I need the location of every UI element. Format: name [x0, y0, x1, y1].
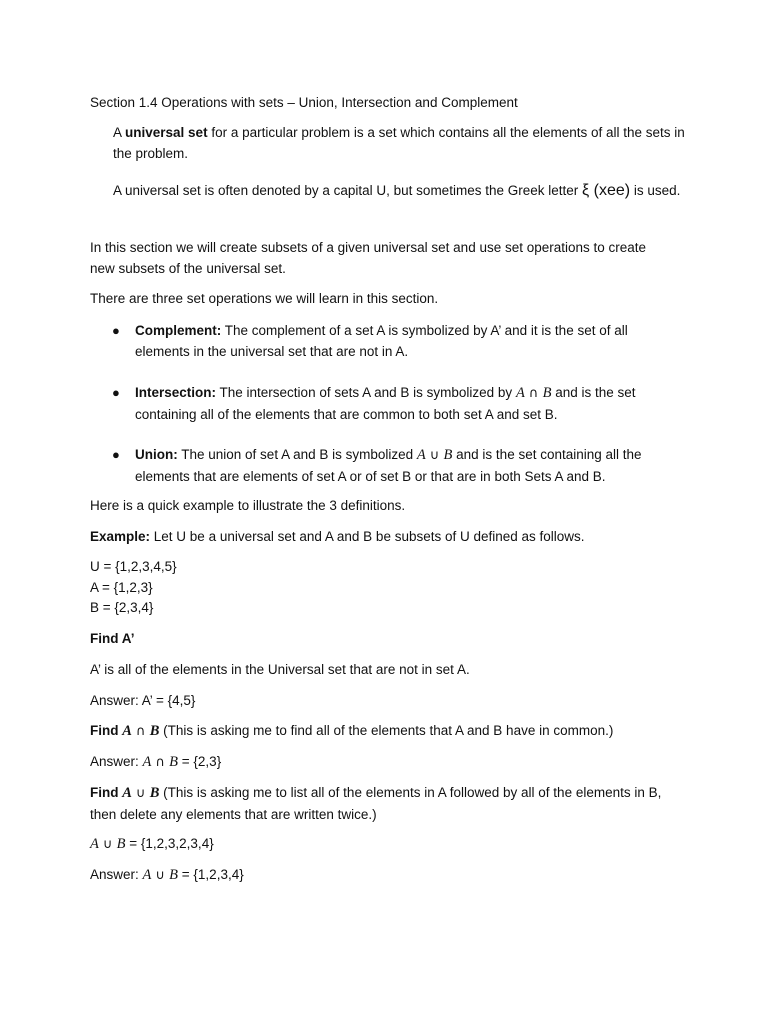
find-union-b: B [149, 785, 160, 801]
notation-pre: A universal set is often denoted by a capital U, but sometimes the Greek letter [113, 183, 582, 198]
def-post: for a particular problem is a set which contains all the elements of all the sets in the problem. [113, 125, 685, 161]
find-complement-title: Find A’ [90, 631, 135, 646]
find-intersection-b: B [149, 723, 160, 739]
section-heading: Section 1.4 Operations with sets – Union, Intersection and Complement [90, 95, 518, 110]
bullet-complement-dot: ● [112, 323, 120, 338]
intersection-post: and is the set containing all of the elements that are common to both set A and set B. [135, 385, 636, 422]
union-work-a: A [90, 836, 99, 852]
set-a: A = {1,2,3} [90, 579, 153, 595]
set-definitions [90, 557, 690, 619]
find-intersection-a: A [122, 723, 132, 739]
union-answer-b: B [169, 867, 179, 883]
xi-symbol: ξ (xee) [582, 182, 631, 199]
example-intro [90, 526, 690, 547]
bullet-intersection-dot: ● [112, 385, 120, 400]
example-label: Example: [90, 529, 151, 544]
union-work-operator: ∪ [98, 837, 117, 852]
find-union-word: Find [90, 785, 123, 800]
def-pre: A [113, 125, 126, 140]
intersection-answer-a: A [142, 754, 152, 770]
union-operator: ∪ [425, 448, 444, 463]
union-symbol-a: A [416, 447, 426, 463]
union-pre: The union of set A and B is symbolized [177, 447, 417, 462]
intersection-operator: ∩ [524, 386, 543, 401]
find-union-note: (This is asking me to list all of the elements in A followed by all of the elements in B, then delete any elements that are written twice.) [90, 785, 662, 822]
bullet-intersection [135, 382, 675, 425]
intersection-answer-post: = {2,3} [178, 754, 222, 769]
union-label: Union: [135, 447, 178, 462]
set-u: U = {1,2,3,4,5} [90, 559, 177, 574]
union-answer-a: A [142, 867, 152, 883]
find-union-line [90, 782, 680, 825]
union-work [90, 833, 690, 855]
union-answer-pre: Answer: [90, 867, 143, 882]
find-union-a: A [122, 785, 132, 801]
intersection-answer-operator: ∩ [151, 755, 170, 770]
three-operations-text: There are three set operations we will learn in this section. [90, 291, 439, 306]
intersection-answer-b: B [169, 754, 179, 770]
intersection-symbol-b: B [542, 385, 552, 401]
complement-text: The complement of a set A is symbolized by A’ and it is the set of all elements in the universal set that are not in A. [135, 323, 628, 359]
intersection-symbol-a: A [515, 385, 525, 401]
intersection-answer-pre: Answer: [90, 754, 143, 769]
find-union-operator: ∪ [131, 786, 150, 801]
union-answer-post: = {1,2,3,4} [178, 867, 244, 882]
quick-example-text: Here is a quick example to illustrate the 3 definitions. [90, 498, 406, 513]
complement-label: Complement: [135, 323, 222, 338]
universal-set-definition [113, 122, 693, 164]
bullet-union-dot: ● [112, 447, 120, 462]
union-post: and is the set containing all the elements that are elements of set A or of set B or that are in both Sets A and B. [135, 447, 642, 484]
intro-paragraph: In this section we will create subsets of a given universal set and use set operations to create new subsets of the universal set. [90, 240, 647, 276]
find-intersection-line [90, 720, 690, 742]
union-symbol-b: B [443, 447, 453, 463]
example-text: Let U be a universal set and A and B be subsets of U defined as follows. [150, 529, 585, 544]
find-intersection-operator: ∩ [131, 724, 150, 739]
union-answer [90, 864, 690, 886]
def-bold-term: universal set [125, 125, 208, 140]
bullet-union [135, 444, 675, 487]
intersection-label: Intersection: [135, 385, 217, 400]
notation-post: is used. [630, 183, 681, 198]
intersection-answer [90, 751, 690, 773]
complement-answer: Answer: A’ = {4,5} [90, 693, 196, 708]
find-intersection-note: (This is asking me to find all of the elements that A and B have in common.) [159, 723, 614, 738]
universal-set-notation [113, 179, 693, 202]
union-answer-operator: ∪ [151, 868, 170, 883]
union-work-b: B [116, 836, 126, 852]
bullet-complement [135, 320, 675, 362]
complement-explanation: A’ is all of the elements in the Universal set that are not in set A. [90, 662, 470, 677]
find-intersection-word: Find [90, 723, 123, 738]
set-b: B = {2,3,4} [90, 600, 154, 615]
intersection-pre: The intersection of sets A and B is symbolized by [216, 385, 516, 400]
union-work-post: = {1,2,3,2,3,4} [125, 836, 214, 851]
